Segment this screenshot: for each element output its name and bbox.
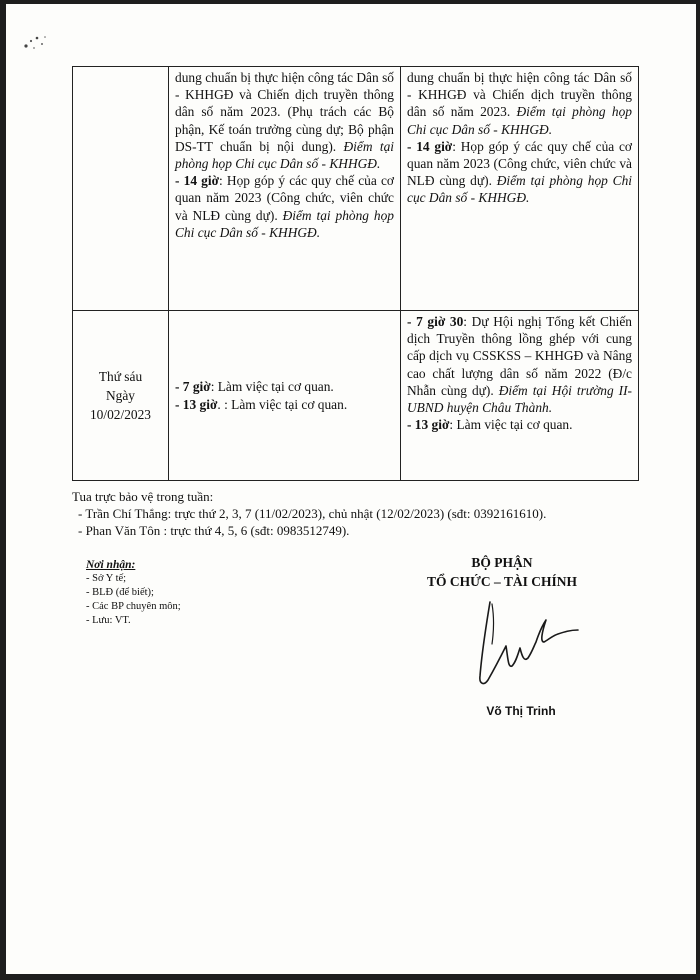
schedule-row [73, 311, 639, 481]
location-note: Điểm tại phòng họp Chi cục Dân số - KHHGĐ. [175, 207, 394, 240]
day-label: 10/02/2023 [89, 407, 151, 422]
duty-roster [72, 488, 672, 539]
scan-speck-mark [20, 32, 50, 54]
signer-name: Võ Thị Trinh [486, 704, 556, 718]
time-label: - 7 giờ [175, 379, 211, 395]
schedule-text: : Làm việc tại cơ quan. [449, 417, 573, 433]
morning-schedule-cell [169, 311, 401, 481]
location-note: Điểm tại phòng họp Chi cục Dân số - KHHGĐ. [407, 104, 632, 137]
location-note: Điểm tại Hội trường II-UBND huyện Châu Thành. [407, 382, 632, 416]
recipient-item: - BLĐ (để biết); [86, 587, 154, 598]
time-label: - 14 giờ [175, 173, 220, 189]
afternoon-schedule-cell [401, 311, 639, 481]
signature-block [402, 553, 602, 591]
time-label: - 13 giờ [407, 417, 450, 433]
schedule-text: : Họp góp ý các quy chế của cơ quan năm 2023 (Công chức, viên chức và NLĐ cùng dự). [175, 173, 394, 223]
afternoon-schedule-cell [401, 67, 639, 311]
recipient-item: - Các BP chuyên môn; [86, 601, 181, 612]
recipient-item: - Lưu: VT. [86, 615, 131, 626]
duty-line: - Trần Chí Thắng: trực thứ 2, 3, 7 (11/02/2023), chủ nhật (12/02/2023) (sđt: 0392161610). [78, 506, 547, 521]
day-label: Thứ sáu [98, 369, 143, 384]
schedule-text: . : Làm việc tại cơ quan. [217, 396, 348, 412]
recipients-block [86, 558, 306, 628]
department-line-1: BỘ PHẬN [471, 555, 533, 570]
recipients-title: Nơi nhận: [86, 559, 136, 571]
schedule-row [73, 67, 639, 311]
time-label: - 7 giờ 30 [407, 314, 464, 329]
day-label: Ngày [105, 388, 135, 403]
location-note: Điểm tại phòng họp Chi cục Dân số - KHHGĐ. [407, 173, 632, 206]
recipient-item: - Sở Y tế; [86, 573, 127, 584]
schedule-text: : Làm việc tại cơ quan. [210, 379, 334, 395]
morning-schedule-cell [169, 67, 401, 311]
department-line-2: TỔ CHỨC – TÀI CHÍNH [426, 574, 578, 589]
schedule-text: dung chuẩn bị thực hiện công tác Dân số - KHHGĐ và Chiến dịch truyền thông dân số năm 2023. (Phụ trách các Bộ phận, Kế toán trưởng cùng dự; Bộ phận DS-TT chuẩn bị nội dung). [175, 70, 394, 154]
schedule-text: : Họp góp ý các quy chế của cơ quan năm 2023 (Công chức, viên chức và NLĐ cùng dự). [407, 138, 632, 189]
schedule-table [72, 66, 639, 481]
duty-title: Tua trực bảo vệ trong tuần: [72, 489, 214, 504]
time-label: - 13 giờ [175, 396, 218, 412]
schedule-text: dung chuẩn bị thực hiện công tác Dân số - KHHGĐ và Chiến dịch truyền thông dân số năm 2023. [407, 70, 632, 120]
handwritten-signature [472, 596, 588, 692]
document-page [6, 4, 696, 974]
location-note: Điểm tại phòng họp Chi cục Dân số - KHHGĐ. [175, 138, 394, 172]
day-cell [73, 67, 169, 311]
day-cell [73, 311, 169, 481]
duty-line: - Phan Văn Tôn : trực thứ 4, 5, 6 (sđt: 0983512749). [78, 523, 350, 538]
time-label: - 14 giờ [407, 138, 453, 154]
schedule-text: : Dự Hội nghị Tổng kết Chiến dịch Truyền thông lồng ghép với cung cấp dịch vụ CSSKSS – KHHGĐ và Nâng cao chất lượng dân số năm 2022 (Đ/c Nhẫn cùng dự). [407, 314, 632, 398]
